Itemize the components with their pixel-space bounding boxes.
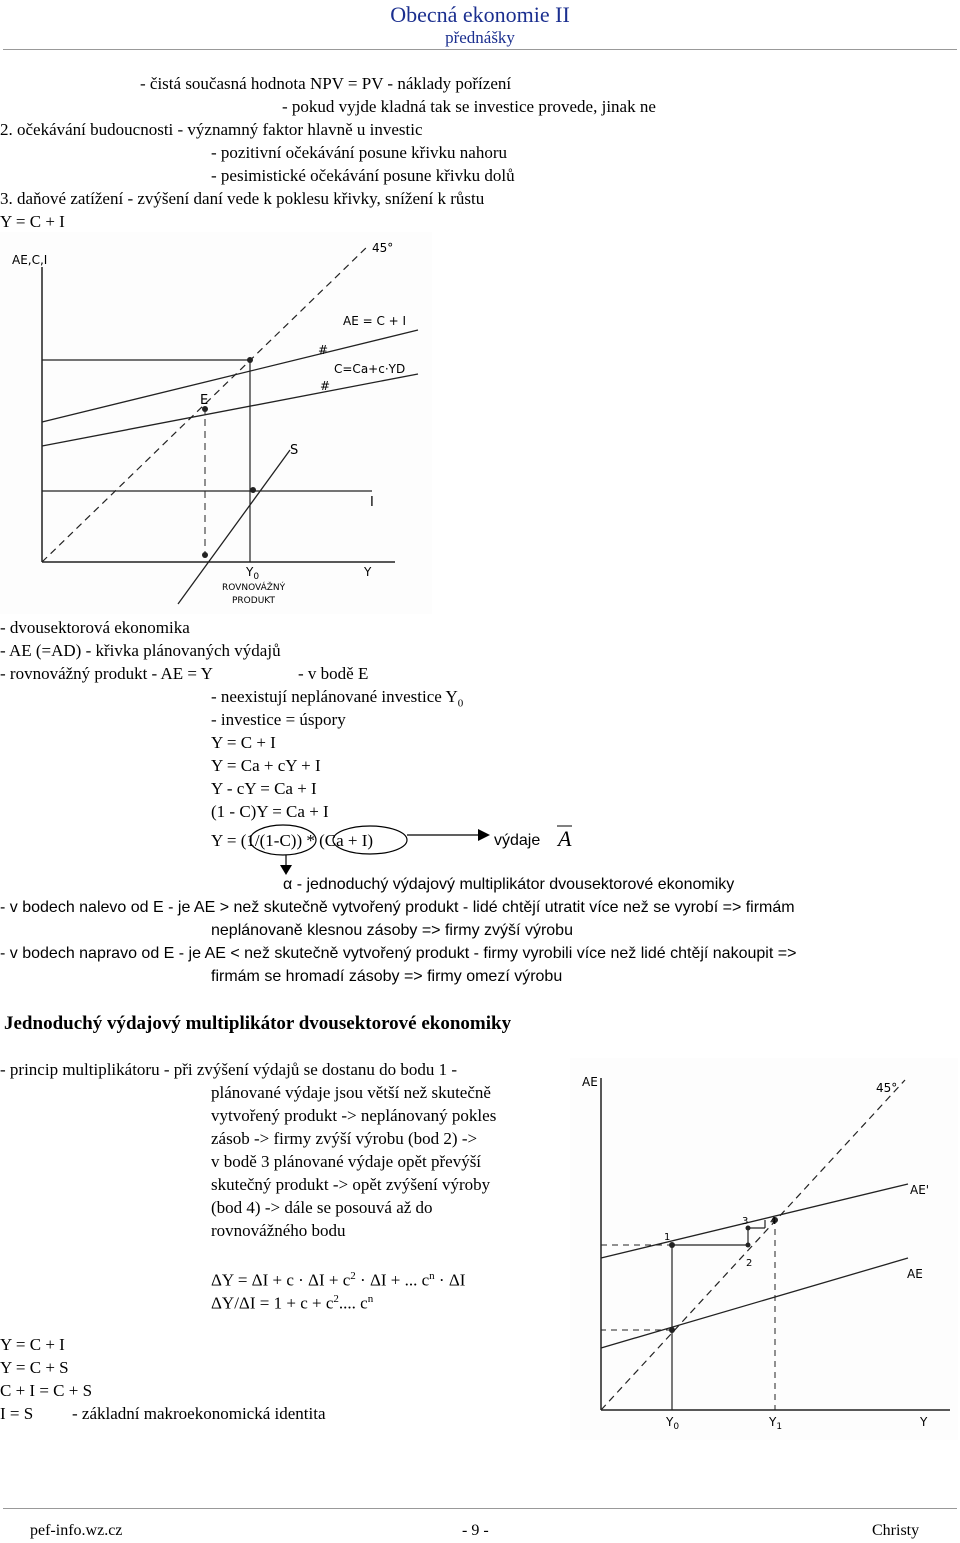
label-45: 45° — [372, 241, 394, 255]
identity-4: I = S — [0, 1404, 34, 1423]
label-y0-2: $Y_0$ — [666, 1415, 680, 1432]
point-equilibrium — [247, 357, 253, 363]
text-left-of-e-1: - v bodech nalevo od E - je AE > než skutečně vytvořený produkt - lidé chtějí utratit více než se vyrobí => firmám — [0, 899, 795, 916]
text-taxes: 3. daňové zatížení - zvýšení daní vede k poklesu křivky, snížení k růstu — [0, 189, 485, 208]
text-principle-5: v bodě 3 plánované výdaje opět převýší — [211, 1152, 482, 1171]
label-ae-axis: AE — [582, 1075, 598, 1089]
label-tick-1: # — [318, 343, 329, 357]
label-y1: $Y_1$ — [769, 1415, 783, 1432]
text-ae-curve: - AE (=AD) - křivka plánovaných výdajů — [0, 641, 281, 660]
label-y0: $Y_0$ — [246, 565, 260, 582]
text-npv: - čistá současná hodnota NPV = PV - náklady pořízení — [140, 74, 512, 93]
label-i: I — [370, 495, 374, 510]
text-no-unplanned: - neexistují neplánované investice $Y_0$ — [211, 687, 464, 710]
circle-autonomous — [333, 826, 407, 854]
label-tick-2: # — [320, 379, 331, 393]
diagram-multiplier — [570, 1058, 958, 1440]
text-at-point-e: - v bodě E — [298, 664, 369, 683]
text-principle-3: vytvořený produkt -> neplánovaný pokles — [211, 1106, 497, 1125]
label-c-equation: C=Ca+c·YD — [334, 362, 406, 376]
equation-5: Y = (1/(1-C)) * (Ca + I) — [211, 831, 374, 850]
text-right-of-e-2: firmám se hromadí zásoby => firmy omezí výrobu — [211, 968, 563, 985]
section-heading: Jednoduchý výdajový multiplikátor dvousektorové ekonomiky — [4, 1013, 512, 1034]
label-point-1: 1 — [664, 1232, 671, 1243]
circle-multiplier — [250, 825, 316, 855]
text-npv-2: - pokud vyjde kladná tak se investice provede, jinak ne — [282, 97, 656, 116]
label-ae-equals: AE = C + I — [343, 314, 407, 328]
text-two-sector: - dvousektorová ekonomika — [0, 618, 190, 637]
diagram-aggregate-expenditure — [0, 232, 432, 614]
page-title: Obecná ekonomie II — [390, 2, 570, 27]
label-produkt: PRODUKT — [232, 596, 275, 606]
footer-author: Christy — [872, 1522, 920, 1539]
label-ae-prime: AE' — [910, 1183, 930, 1197]
label-y-2: Y — [920, 1415, 928, 1429]
footer-rule — [3, 1508, 957, 1509]
equation-1: Y = C + I — [211, 733, 276, 752]
point-2 — [746, 1243, 751, 1248]
text-expectations: 2. očekávání budoucnosti - významný faktor hlavně u investic — [0, 120, 423, 139]
label-s: S — [290, 443, 299, 458]
identity-3: C + I = C + S — [0, 1381, 93, 1400]
label-point-2: 2 — [746, 1258, 753, 1269]
diagram-background — [0, 232, 432, 614]
symbol-a-bar: A — [558, 826, 572, 851]
point-s-i — [250, 487, 256, 493]
label-point-4: 4 — [770, 1216, 777, 1227]
formula-delta-y: $\Delta Y = \Delta I + c \cdot \Delta I + c^2 \cdot \Delta I$ + ... $c^n \cdot \Delta I$ — [211, 1270, 466, 1290]
text-exp-negative: - pesimistické očekávání posune křivku dolů — [211, 166, 515, 185]
identity-2: Y = C + S — [0, 1358, 69, 1377]
text-principle-8: rovnovážného bodu — [211, 1221, 346, 1240]
header-rule — [3, 49, 957, 50]
text-principle-1: - princip multiplikátoru - při zvýšení výdajů se dostanu do bodu 1 - — [0, 1060, 458, 1079]
diagram2-background — [570, 1058, 958, 1440]
label-45-2: 45° — [876, 1081, 898, 1095]
text-exp-positive: - pozitivní očekávání posune křivku nahoru — [211, 143, 508, 162]
text-equilibrium: - rovnovážný produkt - AE = Y — [0, 664, 213, 683]
text-investment-savings: - investice = úspory — [211, 710, 346, 729]
text-principle-7: (bod 4) -> dále se posouvá až do — [211, 1198, 433, 1217]
text-right-of-e-1: - v bodech napravo od E - je AE < než skutečně vytvořený produkt - firmy vyrobili více než lidé chtějí nakoupit => — [0, 945, 797, 962]
text-alpha-multiplier: α - jednoduchý výdajový multiplikátor dvousektorové ekonomiky — [283, 876, 735, 893]
down-arrow-head — [280, 865, 292, 875]
page-subtitle: přednášky — [445, 28, 515, 47]
footer-site: pef-info.wz.cz — [30, 1522, 123, 1539]
footer-page-number: - 9 - — [462, 1522, 489, 1539]
equation-4: (1 - C)Y = Ca + I — [211, 802, 329, 821]
formula-ratio: $\Delta Y/\Delta I = 1 + c + c^2$.... $c^n$ — [211, 1293, 374, 1313]
label-ae: AE — [907, 1267, 923, 1281]
label-y: Y — [364, 565, 372, 579]
text-y-equals-c-plus-i: Y = C + I — [0, 212, 65, 231]
point-y0-ae — [669, 1327, 675, 1333]
label-ae-c-i: AE,C,I — [12, 253, 48, 267]
text-left-of-e-2: neplánovaně klesnou zásoby => firmy zvýší výrobu — [211, 922, 573, 939]
equation-3: Y - cY = Ca + I — [211, 779, 317, 798]
label-rovnovazny: ROVNOVÁŽNÝ — [222, 583, 286, 593]
label-e: E — [200, 393, 209, 408]
identity-4-note: - základní makroekonomická identita — [72, 1404, 326, 1423]
text-vydaje: výdaje — [494, 832, 541, 849]
text-principle-6: skutečný produkt -> opět zvýšení výroby — [211, 1175, 491, 1194]
label-point-3: 3 — [742, 1216, 749, 1227]
text-principle-4: zásob -> firmy zvýší výrobu (bod 2) -> — [211, 1129, 478, 1148]
identity-1: Y = C + I — [0, 1335, 65, 1354]
text-principle-2: plánované výdaje jsou větší než skutečně — [211, 1083, 491, 1102]
point-s-axis — [202, 552, 208, 558]
arrow-head — [478, 829, 490, 841]
equation-2: Y = Ca + cY + I — [211, 756, 321, 775]
